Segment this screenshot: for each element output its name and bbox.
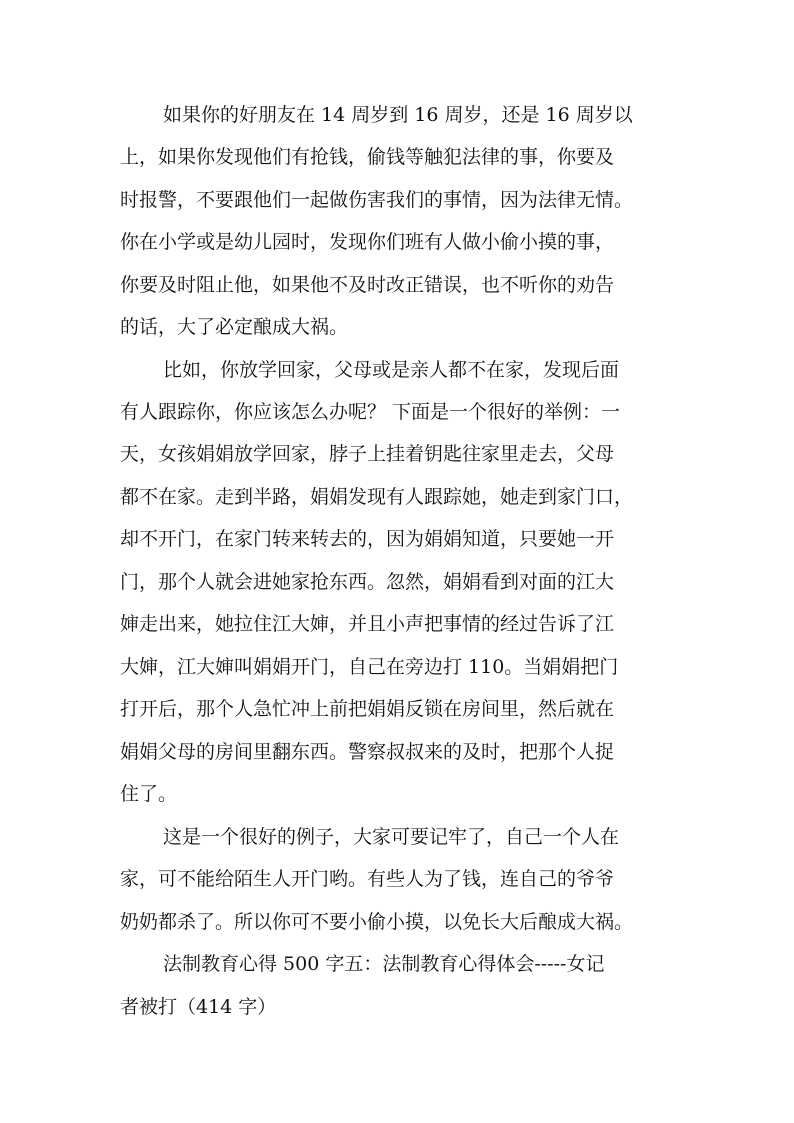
paragraph-2-line-8: 大婶，江大婶叫娟娟开门，自己在旁边打 110。当娟娟把门 [120,656,619,678]
section-heading-line-2: 者被打（414 字） [120,996,277,1018]
paragraph-1-line-6: 的话，大了必定酿成大祸。 [120,316,349,338]
paragraph-2-line-11: 住了。 [120,783,178,805]
paragraph-1-line-4: 你在小学或是幼儿园时，发现你们班有人做小偷小摸的事， [120,231,615,253]
paragraph-2-line-6: 门，那个人就会进她家抢东西。忽然，娟娟看到对面的江大 [120,571,615,593]
paragraph-2-line-7: 婶走出来，她拉住江大婶，并且小声把事情的经过告诉了江 [120,613,615,635]
paragraph-2-line-2: 有人跟踪你，你应该怎么办呢？ 下面是一个很好的举例：一 [120,401,621,423]
paragraph-2-line-10: 娟娟父母的房间里翻东西。警察叔叔来的及时，把那个人捉 [120,741,615,763]
section-heading-line-1: 法制教育心得 500 字五：法制教育心得体会-----女记 [163,953,605,975]
paragraph-2-line-1: 比如，你放学回家，父母或是亲人都不在家，发现后面 [163,359,620,381]
paragraph-2-line-3: 天，女孩娟娟放学回家，脖子上挂着钥匙往家里走去，父母 [120,443,615,465]
paragraph-1-line-5: 你要及时阻止他，如果他不及时改正错误，也不听你的劝告 [120,274,615,296]
paragraph-1-line-1: 如果你的好朋友在 14 周岁到 16 周岁，还是 16 周岁以 [163,104,633,126]
paragraph-3-line-3: 奶奶都杀了。所以你可不要小偷小摸，以免长大后酿成大祸。 [120,911,634,933]
paragraph-2-line-5: 却不开门，在家门转来转去的，因为娟娟知道，只要她一开 [120,528,615,550]
paragraph-2-line-9: 打开后，那个人急忙冲上前把娟娟反锁在房间里，然后就在 [120,698,615,720]
paragraph-2-line-4: 都不在家。走到半路，娟娟发现有人跟踪她，她走到家门口， [120,486,634,508]
paragraph-1-line-2: 上，如果你发现他们有抢钱，偷钱等触犯法律的事，你要及 [120,146,615,168]
paragraph-1-line-3: 时报警，不要跟他们一起做伤害我们的事情，因为法律无情。 [120,189,634,211]
paragraph-3-line-1: 这是一个很好的例子，大家可要记牢了，自己一个人在 [163,826,620,848]
paragraph-3-line-2: 家，可不能给陌生人开门哟。有些人为了钱，连自己的爷爷 [120,868,615,890]
